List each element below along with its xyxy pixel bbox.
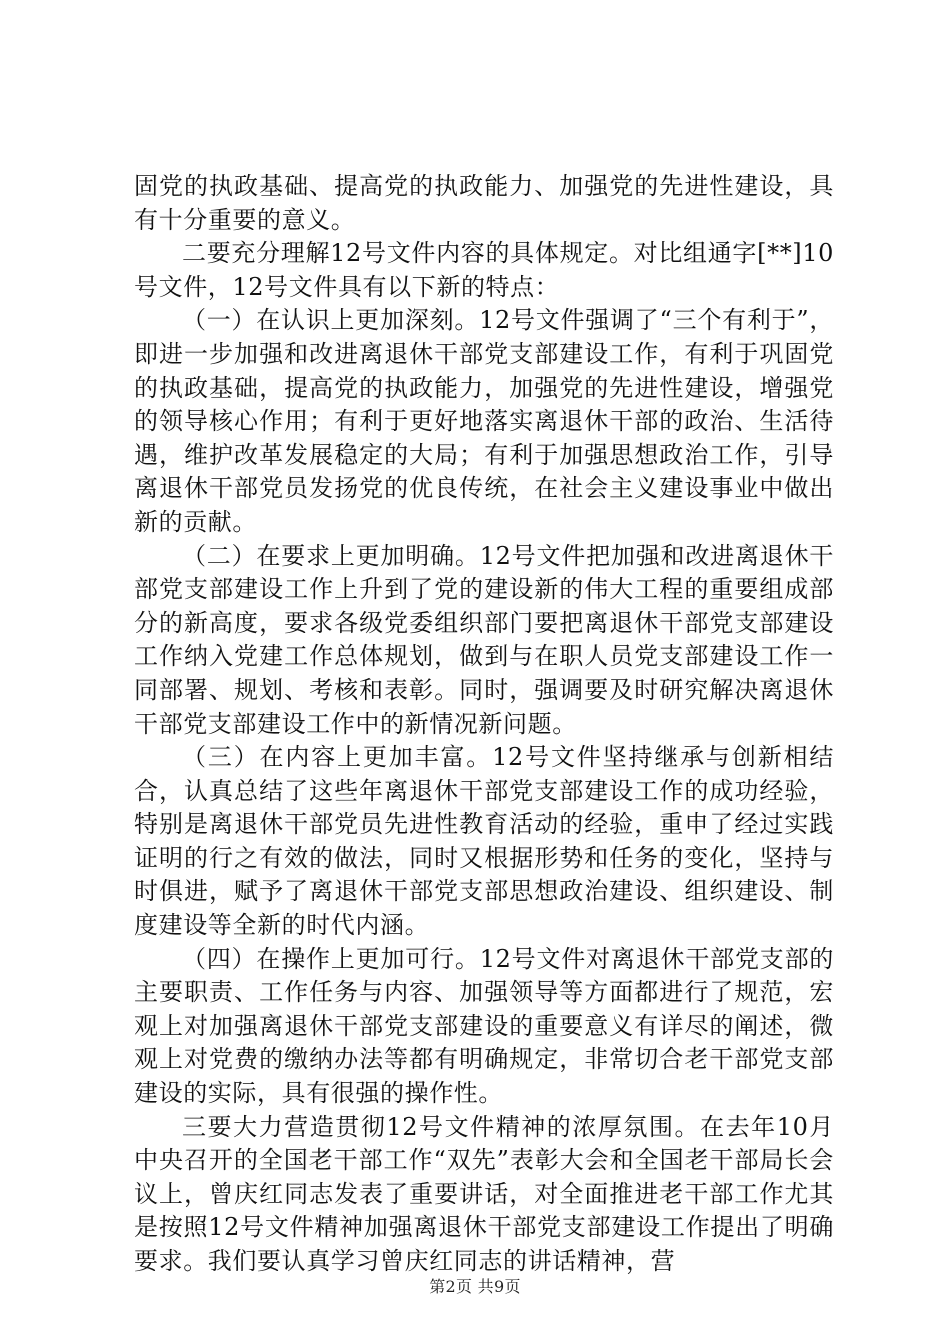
page-footer xyxy=(0,1274,950,1297)
page-number-label: 第2页 共9页 xyxy=(429,1277,521,1296)
document-body xyxy=(134,170,834,1279)
paragraph-point-four: （四）在操作上更加可行。12号文件对离退休干部党支部的主要职责、工作任务与内容、加强领导等方面都进行了规范，宏观上对加强离退休干部党支部建设的重要意义有详尽的阐述，微观上对党费的缴纳办法等都有明确规定，非常切合老干部党支部建设的实际，具有很强的操作性。 xyxy=(134,944,834,1108)
paragraph-point-two: （二）在要求上更加明确。12号文件把加强和改进离退休干部党支部建设工作上升到了党的建设新的伟大工程的重要组成部分的新高度，要求各级党委组织部门要把离退休干部党支部建设工作纳入党建工作总体规划，做到与在职人员党支部建设工作一同部署、规划、考核和表彰。同时，强调要及时研究解决离退休干部党支部建设工作中的新情况新问题。 xyxy=(134,541,834,738)
paragraph-section-three: 三要大力营造贯彻12号文件精神的浓厚氛围。在去年10月中央召开的全国老干部工作“双先”表彰大会和全国老干部局长会议上，曾庆红同志发表了重要讲话，对全面推进老干部工作尤其是按照12号文件精神加强离退休干部党支部建设工作提出了明确要求。我们要认真学习曾庆红同志的讲话精神，营 xyxy=(134,1112,834,1275)
paragraph-point-one: （一）在认识上更加深刻。12号文件强调了“三个有利于”，即进一步加强和改进离退休干部党支部建设工作，有利于巩固党的执政基础，提高党的执政能力，加强党的先进性建设，增强党的领导核心作用；有利于更好地落实离退休干部的政治、生活待遇，维护改革发展稳定的大局；有利于加强思想政治工作，引导离退休干部党员发扬党的优良传统，在社会主义建设事业中做出新的贡献。 xyxy=(134,306,834,536)
paragraph-continuation: 固党的执政基础、提高党的执政能力、加强党的先进性建设，具有十分重要的意义。 xyxy=(134,172,834,234)
paragraph-point-three: （三）在内容上更加丰富。12号文件坚持继承与创新相结合，认真总结了这些年离退休干部党支部建设工作的成功经验，特别是离退休干部党员先进性教育活动的经验，重申了经过实践证明的行之有效的做法，同时又根据形势和任务的变化，坚持与时俱进，赋予了离退休干部党支部思想政治建设、组织建设、制度建设等全新的时代内涵。 xyxy=(134,743,834,940)
paragraph-section-two: 二要充分理解12号文件内容的具体规定。对比组通字[**]10号文件，12号文件具有以下新的特点： xyxy=(134,239,834,301)
